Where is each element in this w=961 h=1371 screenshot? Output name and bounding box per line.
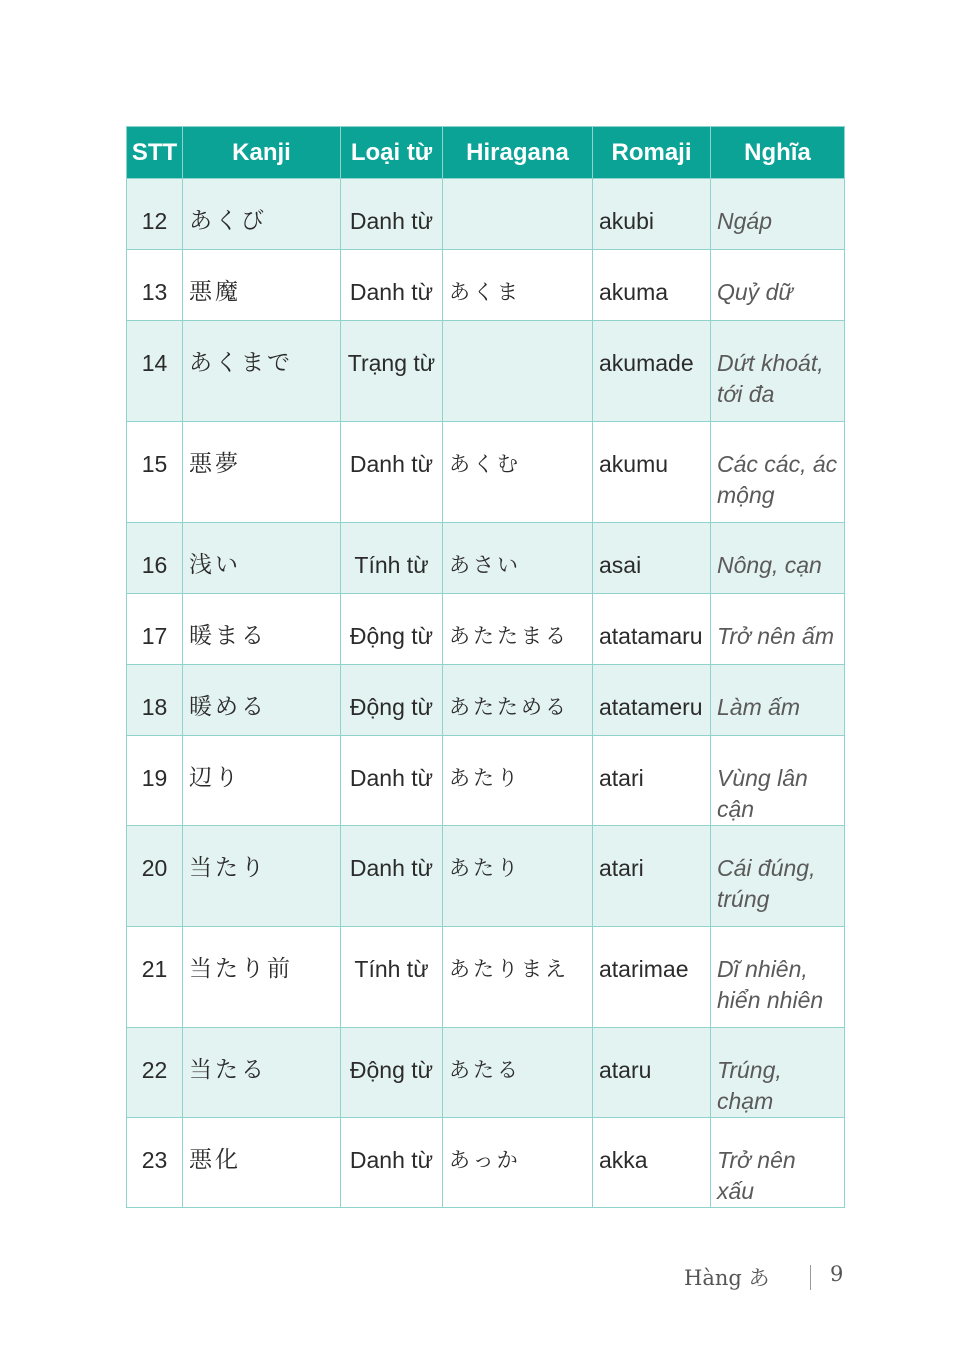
romaji-cell: atatamaru [593,594,711,665]
hiragana-cell: あたりまえ [443,927,593,1028]
table-row [127,179,845,250]
page-number: 9 [830,1262,844,1286]
word-type-cell: Trạng từ [341,321,443,422]
table-row [127,1118,845,1208]
romaji-cell: atatameru [593,665,711,736]
meaning-cell: Quỷ dữ [711,250,845,321]
table-row [127,422,845,523]
word-type-cell: Động từ [341,665,443,736]
romaji-cell: atari [593,736,711,826]
header-kanji: Kanji [183,127,341,179]
hiragana-cell [443,179,593,250]
kanji-cell: 辺り [183,736,341,826]
footer-divider [810,1265,811,1290]
table-row [127,826,845,927]
stt-cell: 18 [127,665,183,736]
stt-cell: 22 [127,1028,183,1118]
header-word-type: Loại từ [341,127,443,179]
kanji-cell: 当たり前 [183,927,341,1028]
word-type-cell: Động từ [341,594,443,665]
vocabulary-table [126,126,845,1208]
kanji-cell: あくまで [183,321,341,422]
meaning-cell: Trở nên ấm [711,594,845,665]
word-type-cell: Động từ [341,1028,443,1118]
hiragana-cell: あたたまる [443,594,593,665]
romaji-cell: akubi [593,179,711,250]
romaji-cell: asai [593,523,711,594]
hiragana-cell: あたり [443,736,593,826]
word-type-cell: Danh từ [341,826,443,927]
table-row [127,927,845,1028]
romaji-cell: akumu [593,422,711,523]
kanji-cell: 悪夢 [183,422,341,523]
stt-cell: 19 [127,736,183,826]
stt-cell: 13 [127,250,183,321]
section-title: Hàng あ [684,1266,770,1290]
meaning-cell: Làm ấm [711,665,845,736]
meaning-cell: Trở nên xấu [711,1118,845,1208]
hiragana-cell: あたり [443,826,593,927]
word-type-cell: Tính từ [341,523,443,594]
stt-cell: 14 [127,321,183,422]
table-row [127,1028,845,1118]
romaji-cell: akka [593,1118,711,1208]
stt-cell: 23 [127,1118,183,1208]
meaning-cell: Trúng, chạm [711,1028,845,1118]
hiragana-cell: あっか [443,1118,593,1208]
table-row [127,665,845,736]
hiragana-cell: あたためる [443,665,593,736]
word-type-cell: Danh từ [341,250,443,321]
table-row [127,736,845,826]
kanji-cell: 当たり [183,826,341,927]
romaji-cell: atari [593,826,711,927]
word-type-cell: Danh từ [341,1118,443,1208]
word-type-cell: Danh từ [341,422,443,523]
table-row [127,594,845,665]
hiragana-cell: あくま [443,250,593,321]
romaji-cell: ataru [593,1028,711,1118]
meaning-cell: Vùng lân cận [711,736,845,826]
meaning-cell: Dĩ nhiên, hiển nhiên [711,927,845,1028]
kanji-cell: 暖める [183,665,341,736]
kanji-cell: 当たる [183,1028,341,1118]
meaning-cell: Nông, cạn [711,523,845,594]
kanji-cell: あくび [183,179,341,250]
word-type-cell: Danh từ [341,736,443,826]
hiragana-cell: あくむ [443,422,593,523]
romaji-cell: atarimae [593,927,711,1028]
stt-cell: 20 [127,826,183,927]
header-meaning: Nghĩa [711,127,845,179]
hiragana-cell: あたる [443,1028,593,1118]
table-row [127,523,845,594]
kanji-cell: 浅い [183,523,341,594]
romaji-cell: akuma [593,250,711,321]
header-stt: STT [127,127,183,179]
page-footer [684,1262,844,1292]
header-row [127,127,845,179]
hiragana-cell [443,321,593,422]
meaning-cell: Các các, ác mộng [711,422,845,523]
stt-cell: 17 [127,594,183,665]
meaning-cell: Ngáp [711,179,845,250]
header-hiragana: Hiragana [443,127,593,179]
meaning-cell: Dứt khoát, tới đa [711,321,845,422]
kanji-cell: 悪化 [183,1118,341,1208]
stt-cell: 15 [127,422,183,523]
table-row [127,250,845,321]
meaning-cell: Cái đúng, trúng [711,826,845,927]
word-type-cell: Tính từ [341,927,443,1028]
stt-cell: 21 [127,927,183,1028]
word-type-cell: Danh từ [341,179,443,250]
header-romaji: Romaji [593,127,711,179]
stt-cell: 16 [127,523,183,594]
hiragana-cell: あさい [443,523,593,594]
kanji-cell: 暖まる [183,594,341,665]
kanji-cell: 悪魔 [183,250,341,321]
romaji-cell: akumade [593,321,711,422]
stt-cell: 12 [127,179,183,250]
table-row [127,321,845,422]
